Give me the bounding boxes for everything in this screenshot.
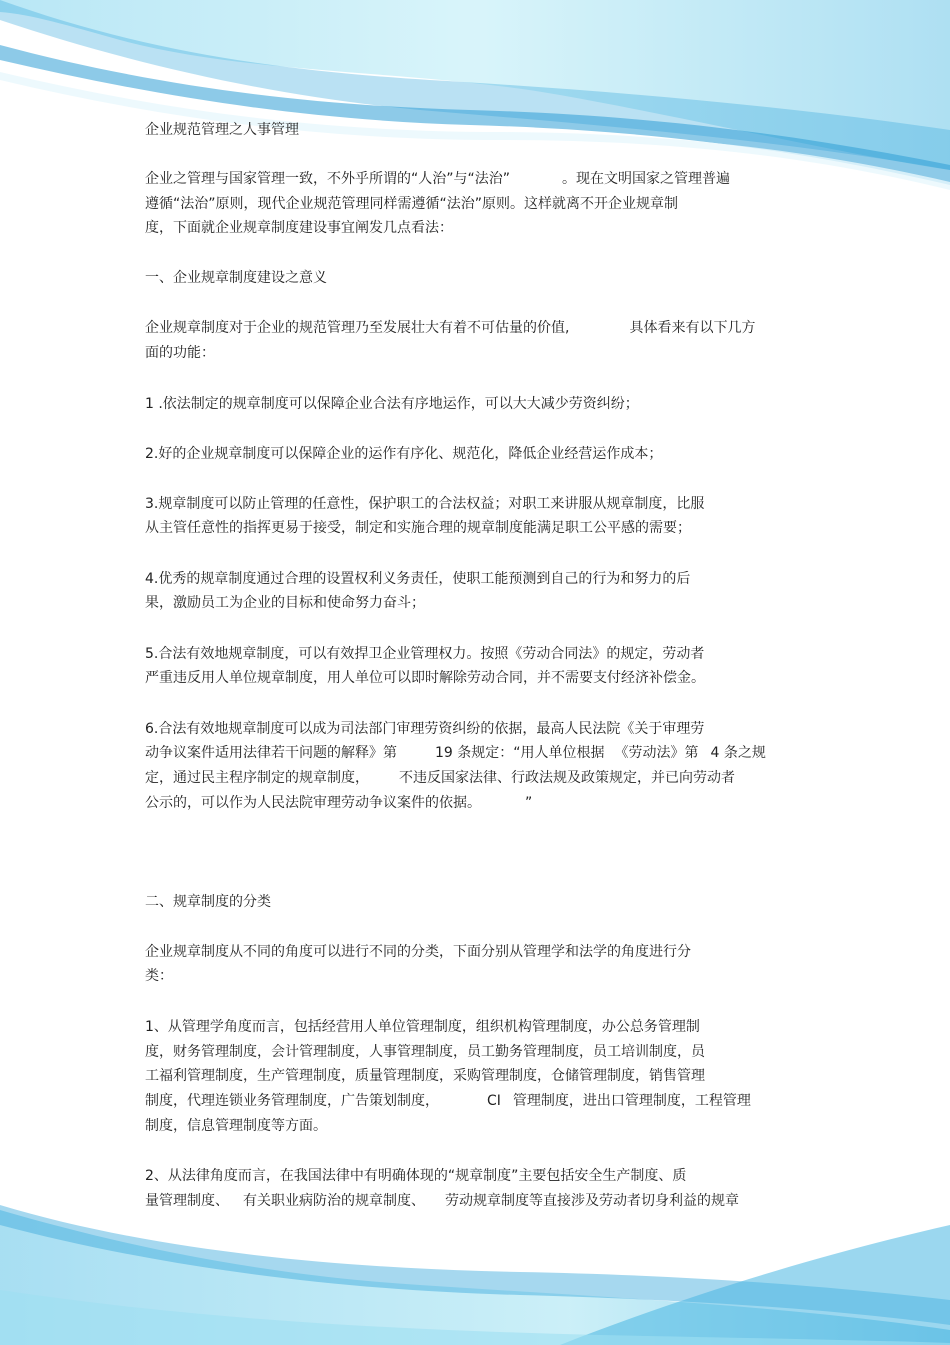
text-fragment: 有关职业病防治的规章制度、	[243, 1193, 425, 1209]
intro-line: 遵循“法治”原则，现代企业规范管理同样需遵循“法治”原则。这样就离不开企业规章制	[145, 196, 679, 212]
list-item-continued	[145, 1189, 739, 1214]
text-fragment: 劳动规章制度等直接涉及劳动者切身利益的规章	[445, 1193, 739, 1209]
paragraph-line: 面的功能：	[145, 345, 215, 361]
paragraph-text: 企业规章制度对于企业的规范管理乃至发展壮大有着不可估量的价值,	[145, 320, 570, 336]
list-item: 4.优秀的规章制度通过合理的设置权利义务责任，使职工能预测到自己的行为和努力的后	[145, 571, 691, 587]
section-heading: 一、企业规章制度建设之意义	[145, 270, 327, 286]
text-fragment: 量管理制度、	[145, 1193, 229, 1209]
intro-text: 。现在文明国家之管理普遍	[562, 171, 731, 187]
paragraph-line	[145, 316, 755, 341]
text-fragment: 不违反国家法律、行政法规及政策规定，并已向劳动者	[399, 770, 735, 786]
text-fragment: 4 条之规	[710, 745, 766, 761]
intro-line	[145, 167, 730, 192]
list-item-continued: 制度，信息管理制度等方面。	[145, 1118, 327, 1134]
paragraph-line: 企业规章制度从不同的角度可以进行不同的分类，下面分别从管理学和法学的角度进行分	[145, 944, 691, 960]
text-fragment: 管理制度，进出口管理制度，工程管理	[512, 1093, 751, 1109]
text-fragment: 制度，代理连锁业务管理制度，广告策划制度，	[145, 1093, 439, 1109]
list-item: 1 .依法制定的规章制度可以保障企业合法有序地运作，可以大大减少劳资纠纷；	[145, 396, 639, 412]
list-item-continued	[145, 766, 735, 791]
list-item-continued	[145, 741, 766, 766]
text-fragment: 《劳动法》第	[614, 745, 699, 761]
list-item-continued	[145, 1089, 751, 1114]
list-item-continued: 果，激励员工为企业的目标和使命努力奋斗；	[145, 595, 425, 611]
text-fragment: 19 条规定：“用人单位根据	[435, 745, 605, 761]
section-heading: 二、规章制度的分类	[145, 894, 271, 910]
list-item-continued: 度，财务管理制度，会计管理制度，人事管理制度，员工勤务管理制度，员工培训制度，员	[145, 1044, 705, 1060]
list-item: 6.合法有效地规章制度可以成为司法部门审理劳资纠纷的依据，最高人民法院《关于审理劳	[145, 721, 705, 737]
document-title: 企业规范管理之人事管理	[145, 122, 299, 138]
intro-line: 度，下面就企业规章制度建设事宜阐发几点看法：	[145, 220, 453, 236]
list-item: 5.合法有效地规章制度，可以有效捍卫企业管理权力。按照《劳动合同法》的规定，劳动者	[145, 646, 705, 662]
list-item-continued: 从主管任意性的指挥更易于接受，制定和实施合理的规章制度能满足职工公平感的需要；	[145, 520, 691, 536]
paragraph-line: 类：	[145, 968, 173, 984]
list-item-continued: 严重违反用人单位规章制度，用人单位可以即时解除劳动合同，并不需要支付经济补偿金。	[145, 670, 705, 686]
list-item: 2、从法律角度而言，在我国法律中有明确体现的“规章制度”主要包括安全生产制度、质	[145, 1168, 687, 1184]
list-item: 1、从管理学角度而言，包括经营用人单位管理制度，组织机构管理制度，办公总务管理制	[145, 1019, 700, 1035]
list-item: 2.好的企业规章制度可以保障企业的运作有序化、规范化，降低企业经营运作成本；	[145, 446, 663, 462]
text-fragment: 动争议案件适用法律若干问题的解释》第	[145, 745, 397, 761]
intro-text: 企业之管理与国家管理一致，不外乎所谓的“人治”与“法治”	[145, 171, 511, 187]
list-item-continued: 工福利管理制度，生产管理制度，质量管理制度，采购管理制度，仓储管理制度，销售管理	[145, 1068, 705, 1084]
text-fragment: CI	[487, 1093, 501, 1109]
text-fragment: ”	[525, 795, 533, 811]
paragraph-text: 具体看来有以下几方	[629, 320, 756, 336]
list-item-continued	[145, 791, 532, 816]
list-item: 3.规章制度可以防止管理的任意性，保护职工的合法权益；对职工来讲服从规章制度，比服	[145, 496, 705, 512]
text-fragment: 公示的，可以作为人民法院审理劳动争议案件的依据。	[145, 795, 481, 811]
text-fragment: 定，通过民主程序制定的规章制度，	[145, 770, 369, 786]
